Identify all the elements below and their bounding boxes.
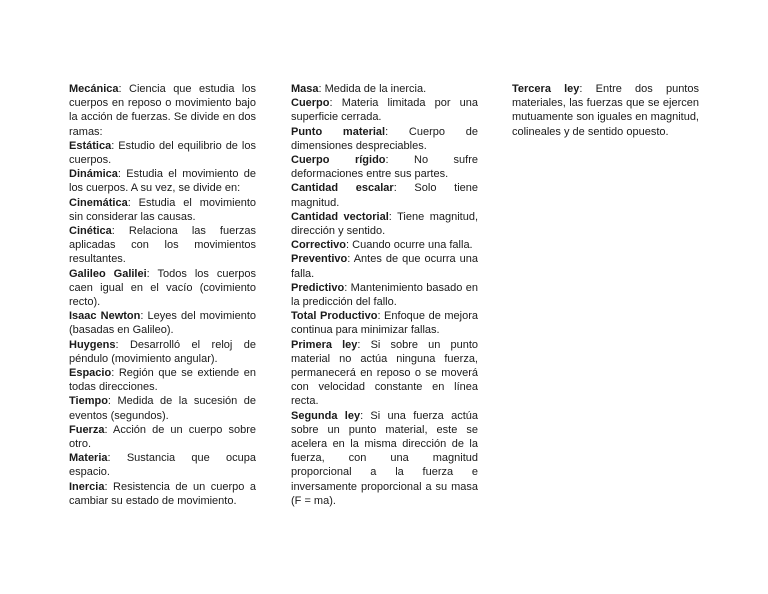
glossary-entry	[69, 480, 256, 508]
glossary-entry	[69, 196, 256, 224]
entry-definition: : Tiene magnitud, dirección y sentido.	[291, 210, 478, 238]
glossary-entry	[291, 153, 478, 181]
entry-term: Cuerpo	[291, 97, 330, 110]
entry-term: Mecánica	[69, 83, 119, 95]
entry-term: Materia	[69, 452, 108, 465]
glossary-entry	[69, 366, 256, 394]
entry-term: Primera ley	[291, 338, 358, 351]
entry-term: Inercia	[69, 480, 105, 493]
entry-definition: : Acción de un cuerpo sobre otro.	[69, 423, 256, 451]
entry-term: Cantidad escalar	[291, 182, 394, 195]
entry-term: Cuerpo rígido	[291, 154, 386, 167]
glossary-entry	[69, 139, 256, 167]
glossary-entry	[291, 252, 478, 280]
glossary-entry	[291, 238, 478, 252]
entry-term: Isaac Newton	[69, 310, 141, 323]
glossary-entry	[69, 267, 256, 310]
entry-term: Segunda ley	[291, 409, 361, 422]
entry-definition: : Región que se extiende en todas direcciones.	[69, 367, 256, 394]
entry-term: Punto material	[291, 125, 386, 138]
entry-definition: : Antes de que ocurra una falla.	[291, 253, 478, 280]
entry-definition: : Estudia el movimiento sin considerar las causas.	[69, 196, 256, 223]
entry-term: Total Productivo	[291, 310, 378, 323]
glossary-entry	[291, 125, 478, 153]
entry-term: Dinámica	[69, 168, 118, 181]
entry-definition: : Desarrolló el reloj de péndulo (movimiento angular).	[69, 338, 256, 365]
entry-definition: : Sustancia que ocupa espacio.	[69, 452, 256, 479]
glossary-entry	[69, 338, 256, 366]
glossary-entry	[291, 281, 478, 309]
glossary-entry	[69, 82, 256, 139]
entry-term: Cantidad vectorial	[291, 210, 389, 223]
glossary-entry	[291, 210, 478, 238]
entry-definition: : Entre dos puntos materiales, las fuerzas que se ejercen mutuamente son iguales en magnitud, colineales y de sentido opuesto.	[512, 83, 699, 138]
entry-term: Huygens	[69, 338, 116, 351]
glossary-entry	[291, 181, 478, 209]
entry-definition: : Materia limitada por una superficie cerrada.	[291, 97, 478, 124]
entry-term: Galileo Galilei	[69, 267, 147, 280]
entry-definition: : Ciencia que estudia los cuerpos en reposo o movimiento bajo la acción de fuerzas. Se divide en dos ramas:	[69, 83, 256, 138]
entry-term: Predictivo	[291, 281, 345, 294]
glossary-entry	[69, 167, 256, 195]
entry-definition: : Si una fuerza actúa sobre un punto material, este se acelera en la misma dirección de la fuerza, con una magnitud proporcional a la fuerza e inversamente proporcional a su masa (F = ma).	[291, 409, 478, 507]
glossary-entry	[69, 394, 256, 422]
glossary-entry	[291, 82, 478, 96]
column-1	[69, 82, 256, 508]
glossary-entry	[69, 224, 256, 267]
column-2	[291, 82, 478, 508]
glossary-entry	[69, 309, 256, 337]
entry-term: Tercera ley	[512, 83, 580, 95]
entry-definition: : Leyes del movimiento (basadas en Galileo).	[69, 310, 256, 337]
entry-definition: : Estudio del equilibrio de los cuerpos.	[69, 139, 256, 167]
entry-term: Cinética	[69, 225, 112, 238]
entry-definition: : Solo tiene magnitud.	[291, 182, 478, 209]
entry-term: Fuerza	[69, 423, 105, 436]
entry-term: Preventivo	[291, 253, 348, 266]
entry-definition: : Medida de la sucesión de eventos (segundos).	[69, 395, 256, 422]
entry-term: Estática	[69, 139, 112, 152]
entry-definition: : Medida de la inercia.	[318, 83, 427, 95]
glossary-entry	[69, 423, 256, 451]
glossary-entry	[291, 96, 478, 124]
entry-term: Tiempo	[69, 395, 108, 408]
glossary-entry	[291, 309, 478, 337]
entry-definition: : Si sobre un punto material no actúa ninguna fuerza, permanecerá en reposo o se moverá con velocidad constante en línea recta.	[291, 338, 478, 408]
entry-definition: : Mantenimiento basado en la predicción del fallo.	[291, 281, 478, 309]
entry-definition: : Resistencia de un cuerpo a cambiar su estado de movimiento.	[69, 480, 256, 507]
entry-term: Masa	[291, 83, 319, 95]
entry-definition: : Estudia el movimiento de los cuerpos. A su vez, se divide en:	[69, 168, 256, 195]
entry-definition: : Cuando ocurre una falla.	[346, 239, 473, 252]
entry-term: Cinemática	[69, 196, 128, 209]
entry-definition: : Cuerpo de dimensiones despreciables.	[291, 125, 478, 152]
entry-term: Espacio	[69, 367, 112, 380]
entry-definition: : No sufre deformaciones entre sus partes.	[291, 154, 479, 181]
glossary-entry	[512, 82, 699, 139]
entry-definition: : Enfoque de mejora continua para minimizar fallas.	[291, 310, 478, 337]
entry-definition: : Todos los cuerpos caen igual en el vacío (covimiento recto).	[69, 267, 256, 309]
glossary-entry	[291, 338, 478, 409]
glossary-entry	[291, 409, 478, 508]
column-3	[512, 82, 699, 139]
entry-definition: : Relaciona las fuerzas aplicadas con los movimientos resultantes.	[69, 225, 256, 266]
glossary-entry	[69, 451, 256, 479]
entry-term: Correctivo	[291, 239, 347, 252]
